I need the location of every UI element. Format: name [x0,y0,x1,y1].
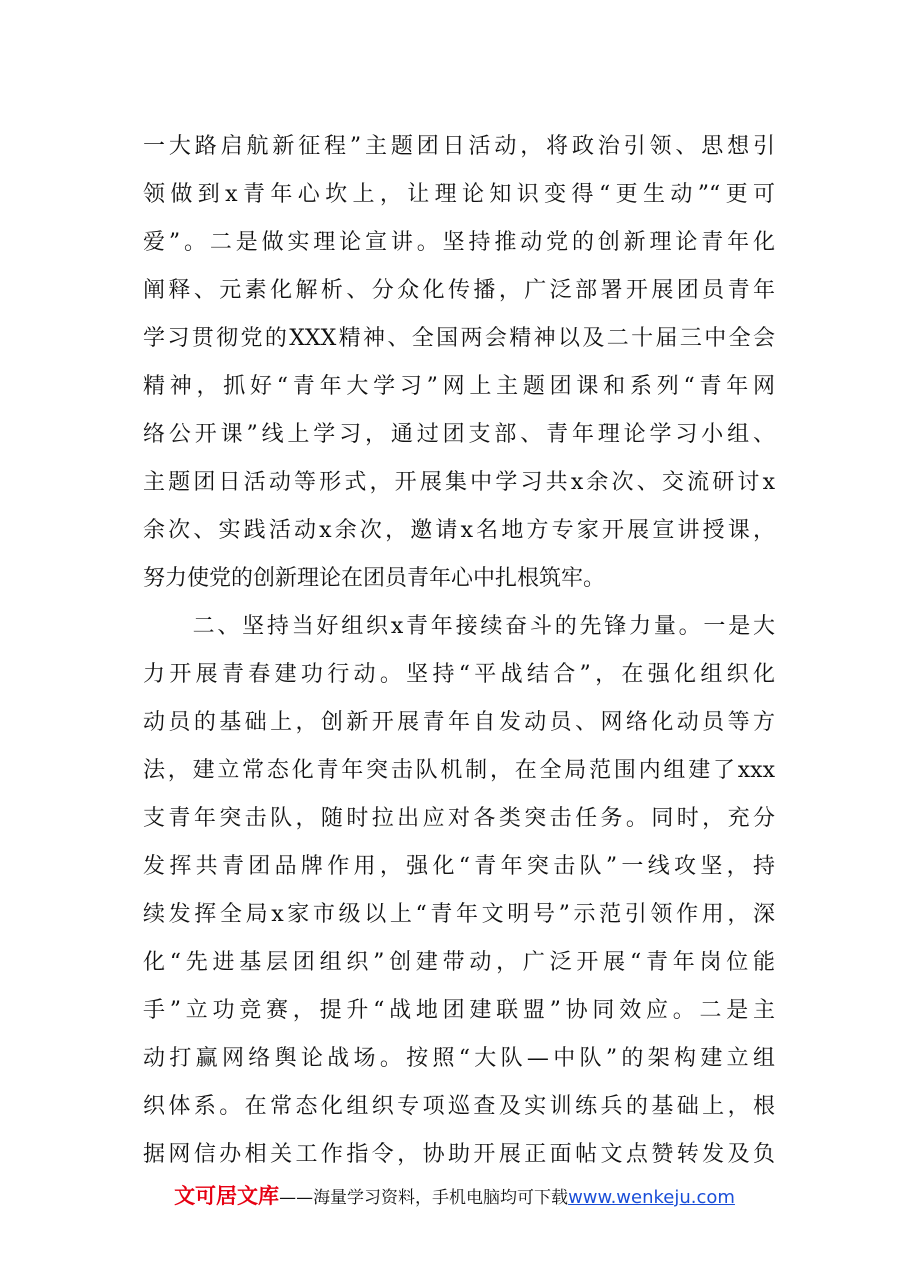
text-line: 支青年突击队，随时拉出应对各类突击任务。同时，充分 [143,806,775,831]
text-line: 爱”。二是做实理论宣讲。坚持推动党的创新理论青年化 [143,230,775,255]
text-line: 织体系。在常态化组织专项巡查及实训练兵的基础上，根 [143,1094,775,1119]
text-line: 动员的基础上，创新开展青年自发动员、网络化动员等方 [143,710,775,735]
text-line: 法，建立常态化青年突击队机制，在全局范围内组建了xxx [143,758,775,783]
text-line: 努力使党的创新理论在团员青年心中扎根筑牢。 [143,566,606,591]
text-line: 据网信办相关工作指令，协助开展正面帖文点赞转发及负 [143,1142,775,1167]
text-line: 余次、实践活动x余次，邀请x名地方专家开展宣讲授课， [143,518,775,543]
text-line: 主题团日活动等形式，开展集中学习共x余次、交流研讨x [143,470,775,495]
text-line: 领做到x青年心坎上，让理论知识变得“更生动”“更可 [143,182,775,207]
page-footer [0,1180,909,1210]
footer-brand: 文可居文库 [174,1184,280,1208]
footer-site-link[interactable]: www.wenkeju.com [568,1187,735,1208]
text-line: 发挥共青团品牌作用，强化“青年突击队”一线攻坚，持 [143,854,775,879]
text-line: 精神，抓好“青年大学习”网上主题团课和系列“青年网 [143,374,775,399]
text-line: 二、坚持当好组织x青年接续奋斗的先锋力量。一是大 [143,614,775,639]
text-line: 一大路启航新征程”主题团日活动，将政治引领、思想引 [143,134,775,159]
text-line: 化“先进基层团组织”创建带动，广泛开展“青年岗位能 [143,950,775,975]
document-body [143,123,775,1179]
text-line: 手”立功竞赛，提升“战地团建联盟”协同效应。二是主 [143,998,775,1023]
text-line: 动打赢网络舆论战场。按照“大队—中队”的架构建立组 [143,1046,775,1071]
footer-tagline: ——海量学习资料，手机电脑均可下载 [279,1188,569,1208]
text-line: 阐释、元素化解析、分众化传播，广泛部署开展团员青年 [143,278,775,303]
text-line: 络公开课”线上学习，通过团支部、青年理论学习小组、 [143,422,775,447]
text-line: 续发挥全局x家市级以上“青年文明号”示范引领作用，深 [143,902,775,927]
text-line: 力开展青春建功行动。坚持“平战结合”，在强化组织化 [143,662,775,687]
text-line: 学习贯彻党的XXX精神、全国两会精神以及二十届三中全会 [143,326,775,351]
